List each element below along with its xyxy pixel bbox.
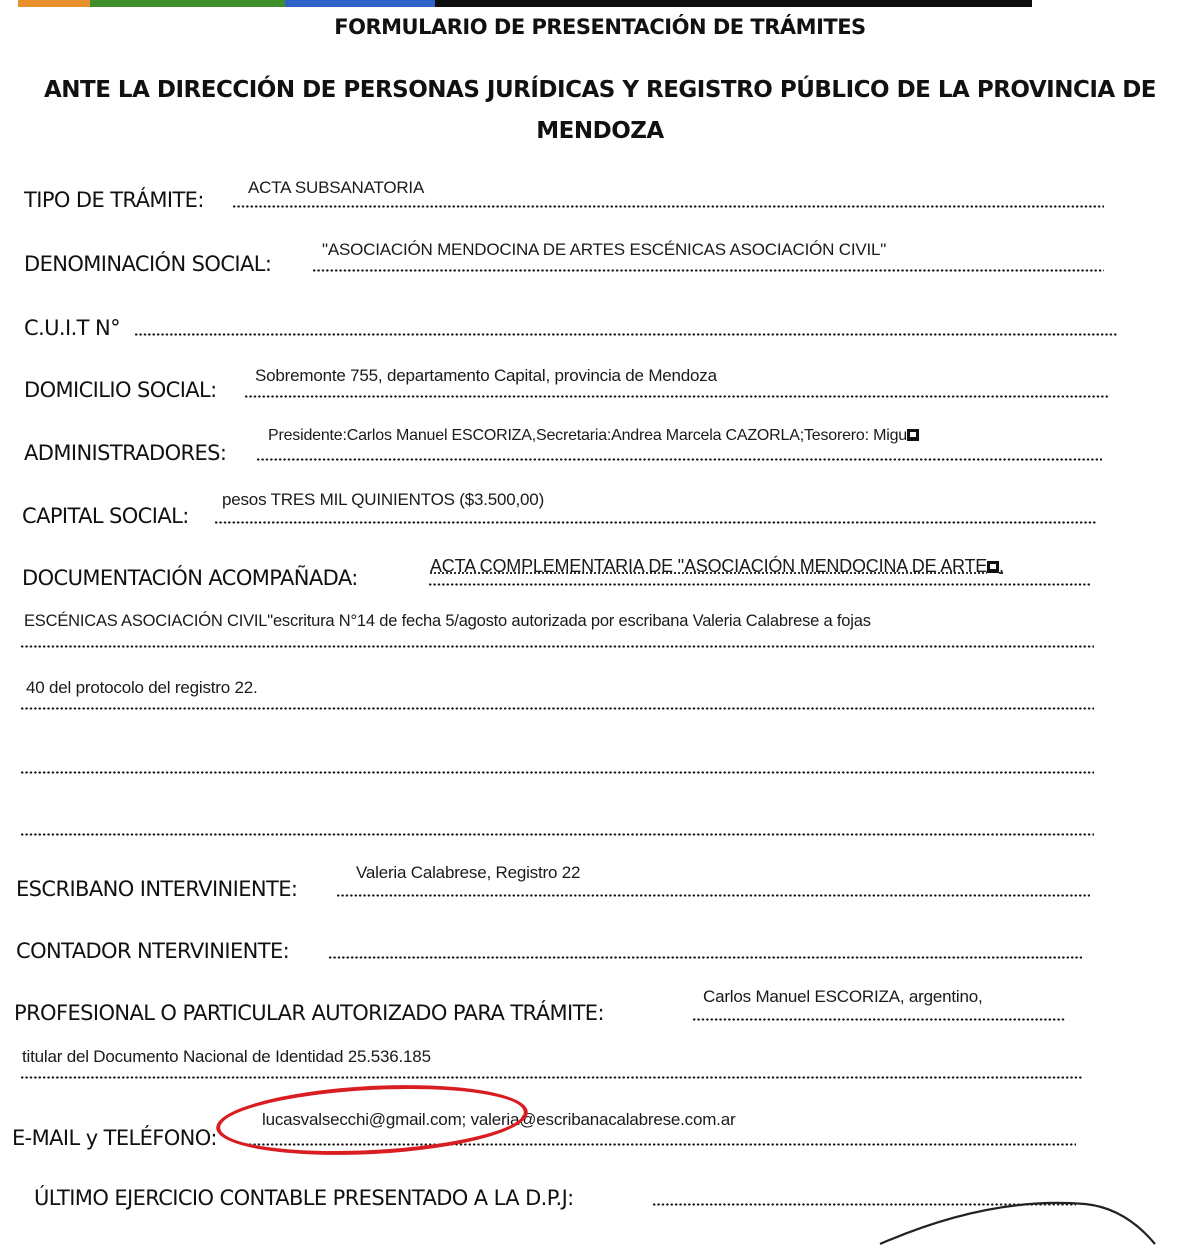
- field-documentacion: [0, 550, 1100, 590]
- field-contador: [0, 923, 1084, 963]
- field-label: C.U.I.T N°: [24, 316, 120, 340]
- form-title: FORMULARIO DE PRESENTACIÓN DE TRÁMITES: [334, 15, 866, 39]
- field-documentacion-line-2: [0, 612, 1100, 652]
- email-telefono-value[interactable]: lucasvalsecchi@gmail.com; valeria@escribanacalabrese.com.ar: [262, 1110, 736, 1129]
- field-escribano: [0, 861, 1092, 901]
- field-label: DOCUMENTACIÓN ACOMPAÑADA:: [22, 566, 358, 590]
- field-tipo-tramite: [0, 172, 1110, 212]
- domicilio-social-value[interactable]: Sobremonte 755, departamento Capital, provincia de Mendoza: [255, 366, 717, 385]
- overflow-marker-icon: [987, 561, 999, 573]
- dotted-line: [336, 894, 1090, 897]
- tipo-tramite-value[interactable]: ACTA SUBSANATORIA: [248, 178, 425, 197]
- documentacion-text: ACTA COMPLEMENTARIA DE "ASOCIACIÓN MENDOCINA DE ARTE: [430, 556, 988, 576]
- field-email-telefono: [0, 1110, 1080, 1150]
- field-label: E-MAIL y TELÉFONO:: [12, 1126, 217, 1150]
- field-documentacion-line-3: [0, 674, 1100, 714]
- dotted-line: [20, 833, 1094, 836]
- field-label: TIPO DE TRÁMITE:: [24, 188, 204, 212]
- dotted-line: [328, 956, 1082, 959]
- field-administradores: [0, 425, 1104, 465]
- documentacion-value-line-3[interactable]: 40 del protocolo del registro 22.: [26, 678, 258, 697]
- dotted-line: [134, 333, 1118, 336]
- field-label: DENOMINACIÓN SOCIAL:: [24, 252, 272, 276]
- field-label: CAPITAL SOCIAL:: [22, 504, 189, 528]
- header-bar-orange: [18, 0, 90, 7]
- dotted-line: [20, 1076, 1082, 1079]
- field-domicilio-social: [0, 362, 1112, 402]
- dotted-line: [692, 1018, 1066, 1021]
- autorizado-value[interactable]: Carlos Manuel ESCORIZA, argentino,: [703, 987, 983, 1006]
- dotted-line: [20, 645, 1094, 648]
- form-subtitle: ANTE LA DIRECCIÓN DE PERSONAS JURÍDICAS Y REGISTRO PÚBLICO DE LA PROVINCIA DE: [43, 77, 1157, 103]
- header-bar-black: [435, 0, 1032, 7]
- autorizado-value-line-2[interactable]: titular del Documento Nacional de Identidad 25.536.185: [22, 1047, 431, 1066]
- field-documentacion-line-5: [0, 800, 1100, 840]
- dotted-line: [256, 458, 1102, 461]
- administradores-text: Presidente:Carlos Manuel ESCORIZA,Secretaria:Andrea Marcela CAZORLA;Tesorero: Migu: [268, 427, 907, 444]
- dotted-line: [428, 583, 1090, 586]
- denominacion-social-value[interactable]: "ASOCIACIÓN MENDOCINA DE ARTES ESCÉNICAS ASOCIACIÓN CIVIL": [322, 240, 887, 259]
- period: .: [999, 556, 1004, 576]
- dotted-line: [244, 395, 1110, 398]
- capital-social-value[interactable]: pesos TRES MIL QUINIENTOS ($3.500,00): [222, 490, 545, 509]
- header-bar-green: [90, 0, 285, 7]
- field-capital-social: [0, 488, 1100, 528]
- documentacion-value-line-2[interactable]: ESCÉNICAS ASOCIACIÓN CIVIL"escritura N°14 de fecha 5/agosto autorizada por escribana Valeria Calabrese a fojas: [24, 612, 871, 630]
- field-cuit: [0, 300, 1120, 340]
- header-bar-blue: [285, 0, 435, 7]
- form-subtitle-province: MENDOZA: [536, 118, 664, 144]
- field-label: CONTADOR NTERVINIENTE:: [16, 939, 290, 963]
- field-label: PROFESIONAL O PARTICULAR AUTORIZADO PARA TRÁMITE:: [14, 1001, 604, 1025]
- escribano-value[interactable]: Valeria Calabrese, Registro 22: [356, 863, 581, 882]
- dotted-line: [20, 771, 1094, 774]
- field-label: ESCRIBANO INTERVINIENTE:: [16, 877, 298, 901]
- field-label: ADMINISTRADORES:: [24, 441, 227, 465]
- field-label: ÚLTIMO EJERCICIO CONTABLE PRESENTADO A LA D.P.J:: [34, 1186, 574, 1210]
- dotted-line: [20, 707, 1094, 710]
- dotted-line: [232, 205, 1104, 208]
- stamp-outline-icon: [870, 1196, 1200, 1246]
- overflow-marker-icon: [907, 429, 919, 441]
- field-autorizado: [0, 985, 1070, 1025]
- dotted-line: [214, 521, 1096, 524]
- documentacion-value-line-1[interactable]: [430, 556, 1004, 577]
- header-color-bar: [18, 0, 1032, 7]
- field-label: DOMICILIO SOCIAL:: [24, 378, 217, 402]
- administradores-value[interactable]: [268, 427, 919, 445]
- field-denominacion-social: [0, 236, 1110, 276]
- field-documentacion-line-4: [0, 738, 1100, 778]
- dotted-line: [312, 269, 1104, 272]
- field-autorizado-line-2: [0, 1043, 1084, 1083]
